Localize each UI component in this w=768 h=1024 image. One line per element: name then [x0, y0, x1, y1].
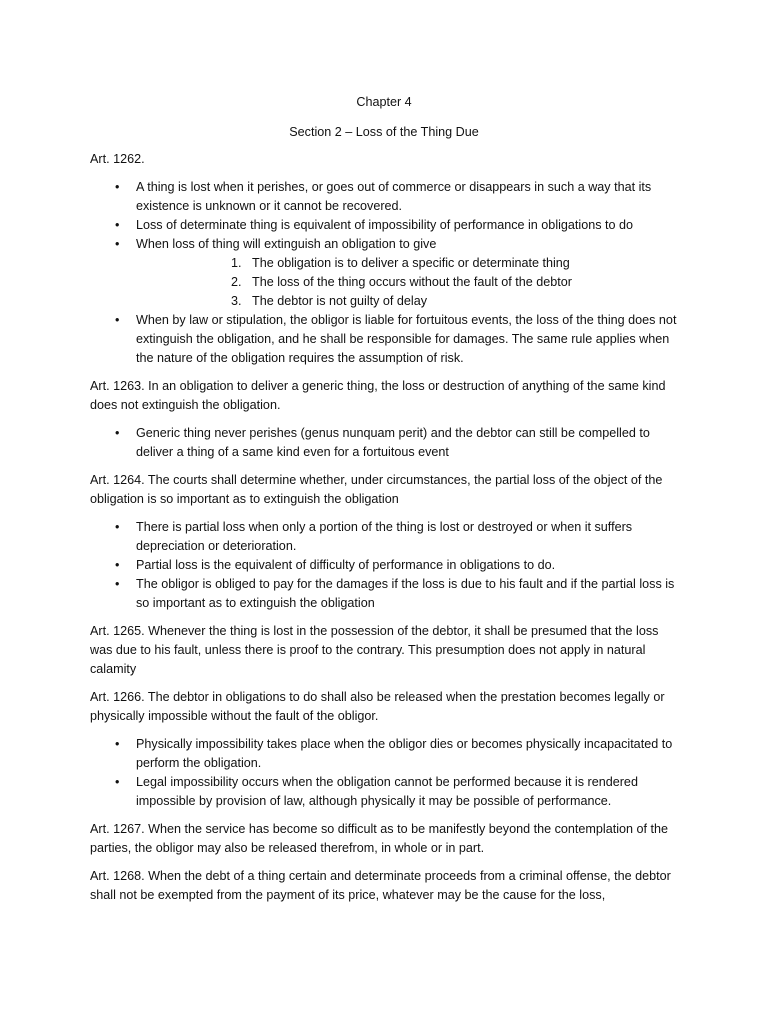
numbered-item-text: The loss of the thing occurs without the fault of the debtor: [252, 275, 572, 289]
numbered-item-text: The obligation is to deliver a specific or determinate thing: [252, 256, 570, 270]
numbered-item: 2. The loss of the thing occurs without the fault of the debtor: [231, 275, 572, 289]
article-1262-label: Art. 1262.: [90, 152, 145, 166]
numbered-list: [136, 254, 680, 311]
numbered-item: 3. The debtor is not guilty of delay: [231, 294, 428, 308]
bullet-item: • When by law or stipulation, the obligor is liable for fortuitous events, the loss of the thing does not extinguish the obligation, and he shall be responsible for damages. The same rule applies when the nature of the obligation requires the assumption of risk.: [136, 311, 680, 368]
bullet-item: • The obligor is obliged to pay for the damages if the loss is due to his fault and if the partial loss is so important as to extinguish the obligation: [136, 575, 680, 613]
article-1262-bullets: [90, 178, 680, 368]
article-1266-text: Art. 1266. The debtor in obligations to do shall also be released when the prestation becomes legally or physically impossible without the fault of the obligor.: [90, 690, 665, 723]
bullet-item: • Physically impossibility takes place when the obligor dies or becomes physically incapacitated to perform the obligation.: [136, 735, 680, 773]
bullet-text: When loss of thing will extinguish an obligation to give: [136, 237, 437, 251]
bullet-item: • Legal impossibility occurs when the obligation cannot be performed because it is rendered impossible by provision of law, although physically it may be possible of performance.: [136, 773, 680, 811]
article-1265-text: Art. 1265. Whenever the thing is lost in the possession of the debtor, it shall be presumed that the loss was due to his fault, unless there is proof to the contrary. This presumption does not apply in natural calamity: [90, 624, 659, 676]
article-1267-text: Art. 1267. When the service has become so difficult as to be manifestly beyond the contemplation of the parties, the obligor may also be released therefrom, in whole or in part.: [90, 822, 669, 855]
chapter-heading: Chapter 4: [356, 95, 412, 109]
article-1263-bullets: [90, 424, 680, 462]
document-body: [90, 150, 680, 914]
article-1266-bullets: [90, 735, 680, 811]
numbered-item-text: The debtor is not guilty of delay: [252, 294, 428, 308]
numbered-item: 1. The obligation is to deliver a specific or determinate thing: [231, 256, 570, 270]
bullet-item: • There is partial loss when only a portion of the thing is lost or destroyed or when it suffers depreciation or deterioration.: [136, 518, 680, 556]
bullet-item: • Loss of determinate thing is equivalent of impossibility of performance in obligations to do: [136, 216, 680, 235]
article-1268-text: Art. 1268. When the debt of a thing certain and determinate proceeds from a criminal offense, the debtor shall not be exempted from the payment of its price, whatever may be the cause for the loss,: [90, 869, 671, 902]
article-1263-text: Art. 1263. In an obligation to deliver a generic thing, the loss or destruction of anything of the same kind does not extinguish the obligation.: [90, 379, 666, 412]
bullet-item: [136, 235, 680, 311]
section-heading: Section 2 – Loss of the Thing Due: [289, 125, 479, 139]
bullet-item: • Generic thing never perishes (genus nunquam perit) and the debtor can still be compelled to deliver a thing of a same kind even for a fortuitous event: [136, 424, 680, 462]
bullet-item: • A thing is lost when it perishes, or goes out of commerce or disappears in such a way that its existence is unknown or it cannot be recovered.: [136, 178, 680, 216]
article-1264-text: Art. 1264. The courts shall determine whether, under circumstances, the partial loss of the object of the obligation is so important as to extinguish the obligation: [90, 473, 663, 506]
article-1264-bullets: [90, 518, 680, 613]
bullet-item: • Partial loss is the equivalent of difficulty of performance in obligations to do.: [136, 556, 680, 575]
